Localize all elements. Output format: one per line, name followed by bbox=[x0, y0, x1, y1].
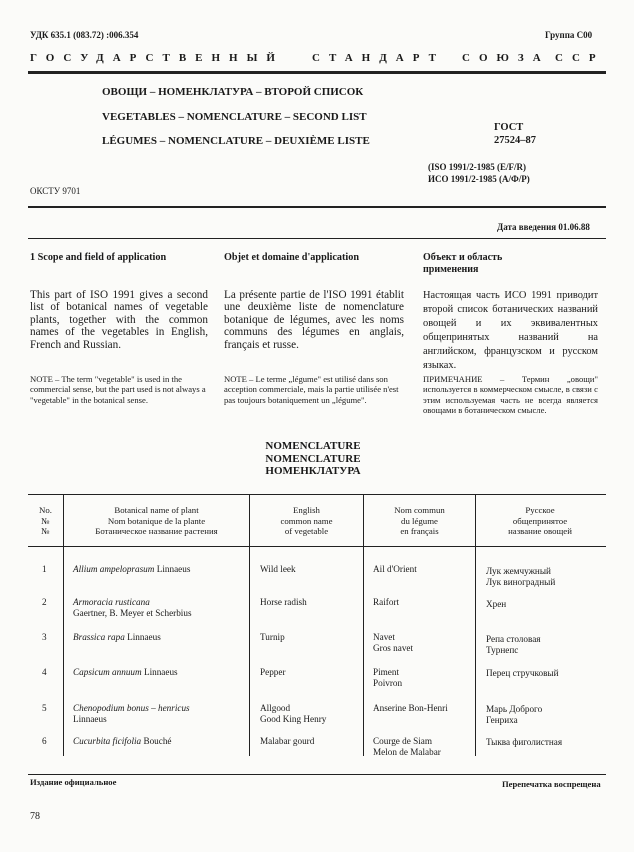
row1-no: 1 bbox=[42, 564, 47, 574]
reprint-notice: Перепечатка воспрещена bbox=[502, 779, 601, 789]
row1-english: Wild leek bbox=[260, 564, 296, 574]
table-top-rule bbox=[28, 494, 606, 495]
title-ru: ОВОЩИ – НОМЕНКЛАТУРА – ВТОРОЙ СПИСОК bbox=[102, 86, 364, 98]
row4-french: Piment Poivron bbox=[373, 667, 403, 688]
scope-body-fr: La présente partie de l'ISO 1991 établit une deuxième liste de nomenclature botanique de légumes, avec les noms communs des légumes en anglais, français et russe. bbox=[224, 289, 404, 351]
row4-botanical: Capsicum annuum Linnaeus bbox=[73, 667, 178, 677]
gost-label: ГОСТ bbox=[494, 122, 524, 133]
thin-rule bbox=[28, 238, 606, 239]
row6-no: 6 bbox=[42, 736, 47, 746]
header-russian: Русское общепринятое название овощей bbox=[508, 505, 572, 536]
row3-no: 3 bbox=[42, 632, 47, 642]
row2-russian: Хрен bbox=[486, 599, 507, 609]
nomenclature-fr: NOMENCLATURE bbox=[265, 452, 361, 465]
row5-english: Allgood Good King Henry bbox=[260, 703, 327, 724]
group-code: Группа С00 bbox=[545, 30, 593, 40]
title-fr: LÉGUMES – NOMENCLATURE – DEUXIÈME LISTE bbox=[102, 135, 370, 147]
nomenclature-en: NOMENCLATURE bbox=[265, 440, 361, 452]
row4-russian: Перец стручковый bbox=[486, 668, 559, 678]
nomenclature-title bbox=[200, 440, 426, 478]
top-rule bbox=[28, 71, 606, 74]
header-botanical: Botanical name of plant Nom botanique de la plante Ботаническое название растения bbox=[95, 505, 218, 536]
row2-botanical: Armoracia rusticana Gaertner, B. Meyer et Scherbius bbox=[73, 597, 192, 618]
row1-russian: Лук жемчужный Лук виноградный bbox=[486, 566, 556, 587]
note-ru: ПРИМЕЧАНИЕ – Термин „овощи" используется в коммерческом смысле, в связи с этим используемая часть не всегда является овощами в ботаническом смысле. bbox=[423, 374, 598, 416]
row2-french: Raifort bbox=[373, 597, 400, 607]
row3-botanical: Brassica rapa Linnaeus bbox=[73, 632, 161, 642]
row3-french: Navet Gros navet bbox=[373, 632, 414, 653]
header-english: English common name of vegetable bbox=[280, 505, 333, 536]
state-word-4: ССР bbox=[555, 52, 605, 64]
state-word-2: СТАНДАРТ bbox=[312, 52, 445, 64]
official-edition: Издание официальное bbox=[30, 777, 117, 787]
scope-body-ru: Настоящая часть ИСО 1991 приводит второй список ботанических названий овощей и их эквивалентных общепринятых названий на английском, французском и русском языках. bbox=[423, 290, 598, 371]
row4-no: 4 bbox=[42, 667, 47, 677]
note-en: NOTE – The term "vegetable" is used in the commercial sense, but the part used is not always a "vegetable" in the botanical sense. bbox=[30, 374, 206, 405]
title-en: VEGETABLES – NOMENCLATURE – SECOND LIST bbox=[102, 111, 367, 123]
row2-english: Horse radish bbox=[260, 597, 307, 607]
scope-body-en: This part of ISO 1991 gives a second list of botanical names of vegetable plants, together with the common names of the vegetables in English, French and Russian. bbox=[30, 289, 208, 351]
nomenclature-ru: НОМЕНКЛАТУРА bbox=[265, 465, 361, 477]
scope-heading-en: 1 Scope and field of application bbox=[30, 252, 167, 263]
footer-rule bbox=[28, 774, 606, 775]
page-number: 78 bbox=[30, 811, 40, 822]
row6-botanical: Cucurbita ficifolia Bouché bbox=[73, 736, 172, 746]
header-no: No. № № bbox=[39, 505, 52, 536]
row5-botanical: Chenopodium bonus – henricus Linnaeus bbox=[73, 703, 190, 724]
intro-date: Дата введения 01.06.88 bbox=[497, 222, 590, 232]
note-fr: NOTE – Le terme „légume" est utilisé dans son acception commerciale, mais la partie utilisée n'est pas toujours botaniquement un „légume". bbox=[224, 374, 399, 405]
header-french: Nom commun du légume en français bbox=[394, 505, 445, 536]
row5-french: Anserine Bon-Henri bbox=[373, 703, 448, 713]
row6-russian: Тыква фиголистная bbox=[486, 737, 563, 747]
gost-number: 27524–87 bbox=[494, 135, 536, 146]
udk-code: УДК 635.1 (083.72) :006.354 bbox=[30, 30, 139, 40]
state-word-1: ГОСУДАРСТВЕННЫЙ bbox=[30, 52, 284, 64]
okstu-code: ОКСТУ 9701 bbox=[30, 186, 81, 196]
row1-botanical: Allium ampeloprasum Linnaeus bbox=[73, 564, 191, 574]
row5-no: 5 bbox=[42, 703, 47, 713]
iso-ref-1: (ISO 1991/2-1985 (E/F/R) bbox=[428, 162, 526, 172]
row5-russian: Марь Доброго Генриха bbox=[486, 704, 543, 725]
row1-french: Ail d'Orient bbox=[373, 564, 417, 574]
scope-heading-fr: Objet et domaine d'application bbox=[224, 252, 359, 263]
mid-rule bbox=[28, 206, 606, 208]
row4-english: Pepper bbox=[260, 667, 286, 677]
state-word-3: СОЮЗА bbox=[462, 52, 550, 64]
scope-heading-ru: Объект и область применения bbox=[423, 252, 503, 275]
row2-no: 2 bbox=[42, 597, 47, 607]
row3-english: Turnip bbox=[260, 632, 285, 642]
row3-russian: Репа столовая Турнепс bbox=[486, 634, 541, 655]
table-header-rule bbox=[28, 546, 606, 547]
row6-french: Courge de Siam Melon de Malabar bbox=[373, 736, 441, 757]
iso-ref-2: ИСО 1991/2-1985 (А/Ф/Р) bbox=[428, 174, 530, 184]
row6-english: Malabar gourd bbox=[260, 736, 315, 746]
